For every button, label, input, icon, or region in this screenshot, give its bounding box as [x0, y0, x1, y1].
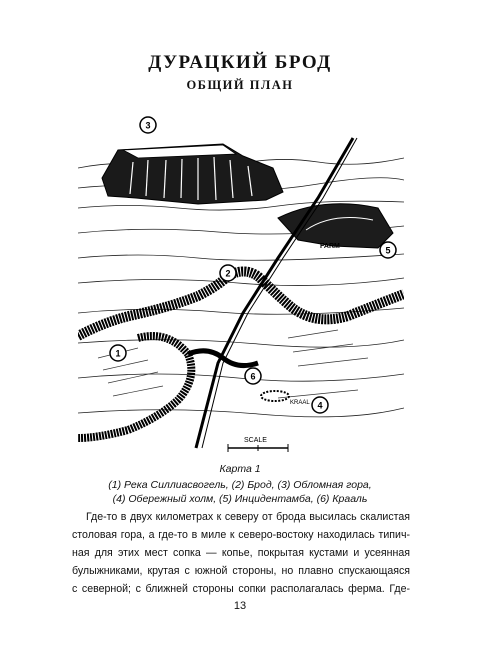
- paragraph-line: с северной; с ближней стороны сопки располагалась ферма. Где-: [72, 583, 410, 595]
- map-marker-2: [220, 265, 236, 281]
- svg-text:2: 2: [225, 268, 231, 279]
- map-marker-6: [245, 368, 261, 384]
- map-marker-5: [380, 242, 396, 258]
- map-caption-line-1: (1) Река Силлиасвогель, (2) Брод, (3) Обломная гора,: [108, 479, 372, 491]
- kraal-label: KRAAL: [290, 400, 310, 406]
- page-subtitle: ОБЩИЙ ПЛАН: [186, 78, 294, 92]
- svg-text:1: 1: [115, 348, 121, 359]
- paragraph-line: Где-то в двух километрах к северу от брода высилась скалистая: [86, 511, 410, 523]
- farm-label: FARM: [320, 243, 340, 250]
- paragraph-line: ная для этих мест сопка — копье, покрытая кустами и усеянная: [72, 547, 410, 559]
- svg-text:4: 4: [317, 400, 323, 411]
- map-caption-line-2: (4) Обережный холм, (5) Инцидентамба, (6) Крааль: [112, 493, 368, 505]
- paragraph-line: столовая гора, а где-то в миле к северо-востоку находилась типич-: [72, 529, 410, 541]
- svg-text:5: 5: [385, 245, 391, 256]
- map-caption-title: Карта 1: [219, 463, 261, 475]
- scale-label: SCALE: [244, 437, 267, 444]
- map-marker-1: [110, 345, 126, 361]
- body-paragraph: [72, 508, 410, 598]
- map-marker-3: [140, 117, 156, 133]
- svg-text:6: 6: [250, 371, 256, 382]
- paragraph-line: булыжниками, крутая с южной стороны, но плавно спускающаяся: [72, 565, 410, 577]
- svg-text:3: 3: [145, 120, 151, 131]
- page-number: 13: [233, 600, 247, 612]
- map-illustration: [78, 108, 404, 458]
- map-marker-4: [312, 397, 328, 413]
- page-title: ДУРАЦКИЙ БРОД: [148, 52, 332, 73]
